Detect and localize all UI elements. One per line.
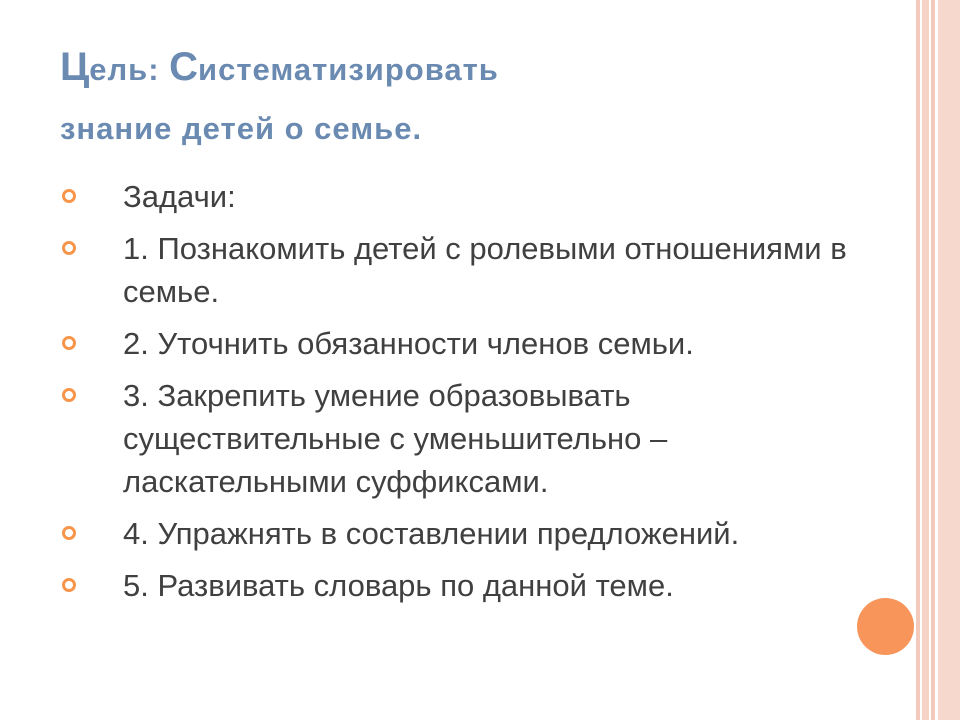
bullet-text: 4. Упражнять в составлении предложений.: [123, 516, 740, 551]
bullet-text: 1. Познакомить детей с ролевыми отношениями в семье.: [123, 231, 847, 309]
bullet-item-4: [60, 512, 860, 555]
bullet-ring-icon: [62, 388, 76, 402]
decorative-stripes: [916, 0, 960, 720]
slide-title: [60, 38, 880, 158]
title-line-1: Цель: Систематизировать: [60, 45, 499, 89]
bullet-ring-icon: [62, 578, 76, 592]
title-line-2: знание детей о семье.: [60, 111, 423, 146]
bullet-ring-icon: [62, 189, 76, 203]
bullet-item-2: [60, 322, 860, 365]
bullet-list: [60, 175, 860, 616]
decorative-orange-circle: [857, 598, 914, 655]
bullet-item-5: [60, 564, 860, 607]
bullet-text: 3. Закрепить умение образовывать существительные с уменьшительно – ласкательными суффиксами.: [123, 378, 668, 499]
bullet-text: 2. Уточнить обязанности членов семьи.: [123, 326, 694, 361]
bullet-text: Задачи:: [123, 179, 236, 214]
bullet-ring-icon: [62, 336, 76, 350]
bullet-ring-icon: [62, 526, 76, 540]
bullet-item-1: [60, 227, 860, 313]
bullet-item-tasks: [60, 175, 860, 218]
bullet-text: 5. Развивать словарь по данной теме.: [123, 568, 674, 603]
bullet-item-3: [60, 374, 860, 503]
bullet-ring-icon: [62, 241, 76, 255]
